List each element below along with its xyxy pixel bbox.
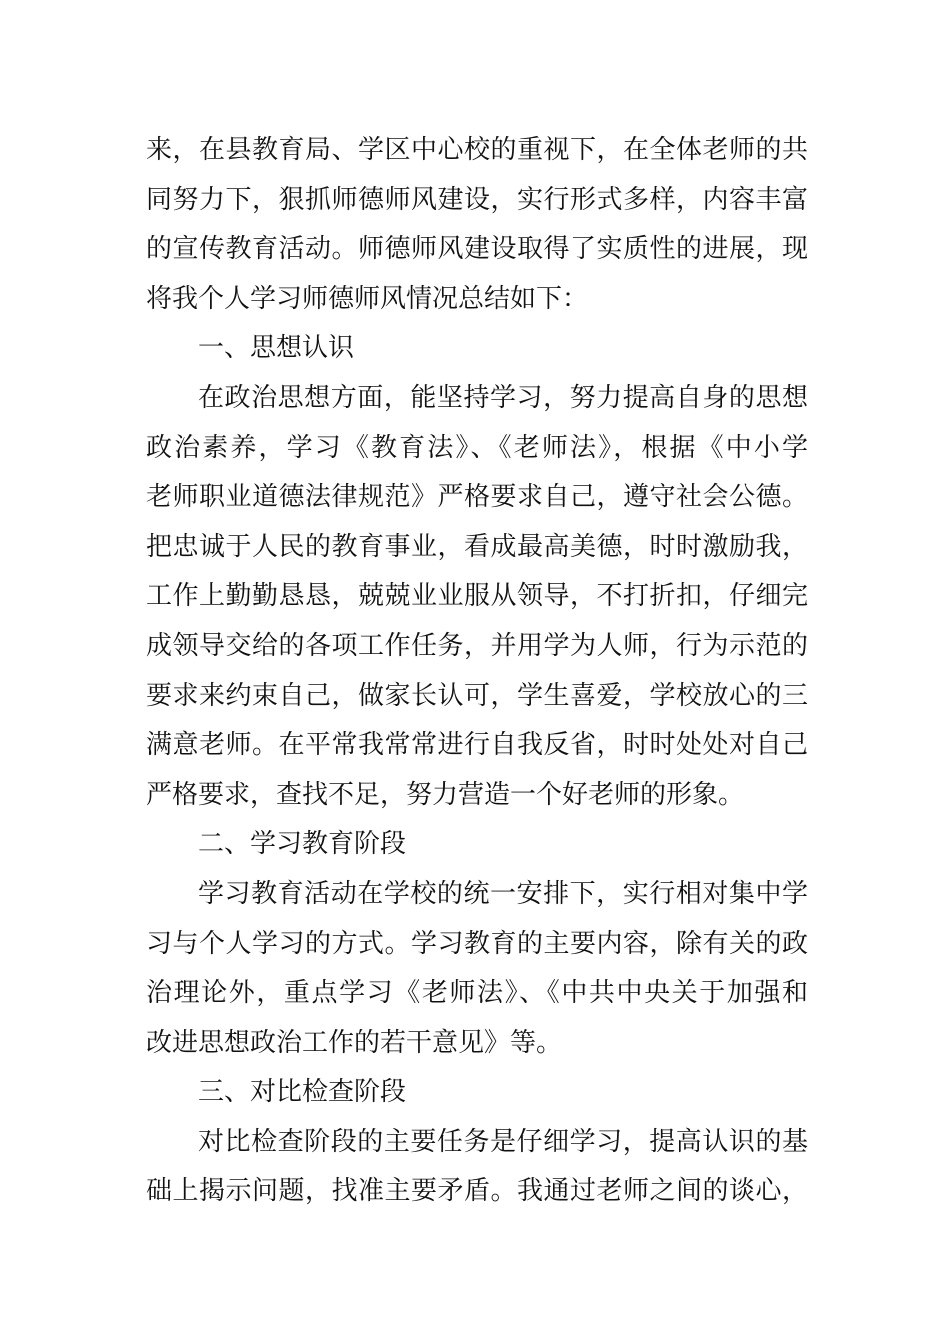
text-line: 严格要求，查找不足，努力营造一个好老师的形象。	[146, 779, 745, 810]
paragraph-section-2	[146, 870, 808, 1068]
text-line: 成领导交给的各项工作任务，并用学为人师，行为示范的	[146, 630, 808, 661]
text-line: 同努力下，狠抓师德师风建设，实行形式多样，内容丰富	[146, 184, 808, 215]
text-line: 学习教育活动在学校的统一安排下，实行相对集中学	[198, 878, 808, 909]
text-line: 治理论外，重点学习《老师法》、《中共中央关于加强和	[146, 978, 808, 1009]
heading-text: 一、思想认识	[198, 333, 355, 364]
heading-text: 三、对比检查阶段	[198, 1077, 407, 1108]
section-heading-3	[146, 1068, 808, 1118]
text-line: 要求来约束自己，做家长认可，学生喜爱，学校放心的三	[146, 680, 808, 711]
section-heading-1	[146, 324, 808, 374]
document-body	[146, 126, 808, 1217]
heading-text: 二、学习教育阶段	[198, 829, 407, 860]
text-line: 的宣传教育活动。师德师风建设取得了实质性的进展，现	[146, 234, 808, 265]
paragraph-section-1	[146, 374, 808, 820]
paragraph-section-3	[146, 1118, 808, 1217]
text-line: 习与个人学习的方式。学习教育的主要内容，除有关的政	[146, 928, 808, 959]
text-line: 将我个人学习师德师风情况总结如下：	[146, 283, 589, 314]
paragraph-intro	[146, 126, 808, 324]
text-line: 政治素养，学习《教育法》、《老师法》，根据《中小学	[146, 432, 808, 463]
text-line: 在政治思想方面，能坚持学习，努力提高自身的思想	[198, 382, 808, 413]
text-line: 来，在县教育局、学区中心校的重视下，在全体老师的共	[146, 135, 808, 165]
text-line: 把忠诚于人民的教育事业，看成最高美德，时时激励我，	[146, 531, 808, 562]
text-line: 改进思想政治工作的若干意见》等。	[146, 1027, 563, 1058]
text-line: 老师职业道德法律规范》严格要求自己，遵守社会公德。	[146, 482, 808, 513]
text-line: 满意老师。在平常我常常进行自我反省，时时处处对自己	[146, 730, 808, 761]
text-line: 础上揭示问题，找准主要矛盾。我通过老师之间的谈心，	[146, 1176, 808, 1207]
section-heading-2	[146, 820, 808, 870]
text-line: 工作上勤勤恳恳，兢兢业业服从领导，不打折扣，仔细完	[146, 581, 808, 612]
text-line: 对比检查阶段的主要任务是仔细学习，提高认识的基	[198, 1126, 808, 1157]
